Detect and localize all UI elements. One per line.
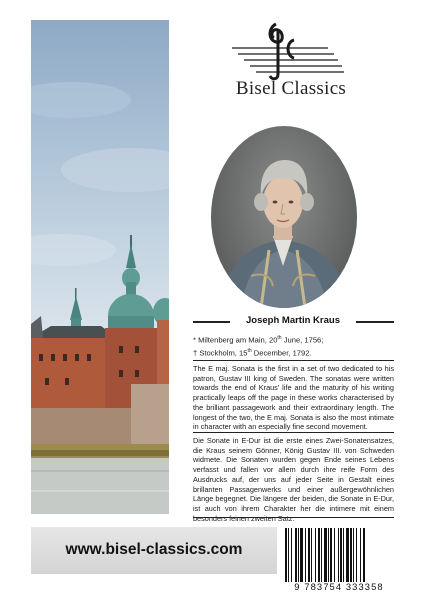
brand-name: Bisel Classics [235,78,347,99]
composer-rule-left [193,321,230,323]
composer-portrait [211,126,357,308]
bisel-classics-logo-icon [232,20,344,82]
composer-rule-right [356,321,394,323]
composer-dates [193,333,393,358]
divider-top [193,360,394,361]
website-banner [31,527,277,574]
website-url[interactable]: www.bisel-classics.com [65,541,243,558]
english-description: The E maj. Sonata is the first in a set of two dedicated to his patron, Gustav III king of Sweden. The sonatas were written towards the end of Kraus' life and the maturity of his writing practically leaps off the page in these works characterised by the brilliant passagework and their extraordinary length. The longest of the two, the E maj. Sonata is also the most intimate in character with an especially fine second movement. [193,364,394,432]
divider-middle [193,432,394,433]
composer-name: Joseph Martin Kraus [246,315,340,326]
isbn-barcode-icon [283,528,395,582]
german-description: Die Sonate in E-Dur ist die erste eines Zwei-Sonatensatzes, die Kraus seinem Gönner, König Gustav III. von Schweden widmete. Die Sonaten wurden gegen Ende seines Lebens verfasst und fallen vor allem durch ihre reife Form des Ausdrucks auf, der uns auf jeder Seite in Gestalt eines brillanten Passagenwerks und einer außergewöhnlichen Länge begegnet. Die längere der beiden, die Sonate in E-Dur, ist auch von ihrem Charakter her die intimere mit einem besonders feinen zweiten Satz. [193,436,394,523]
birth-line: * Miltenberg am Main, 20th June, 1756; [193,335,324,345]
castle-photo [31,20,169,514]
death-line: † Stockholm, 15th December, 1792. [193,347,312,358]
isbn-number: 9 783754 333358 [294,581,384,592]
divider-bottom [193,517,394,518]
